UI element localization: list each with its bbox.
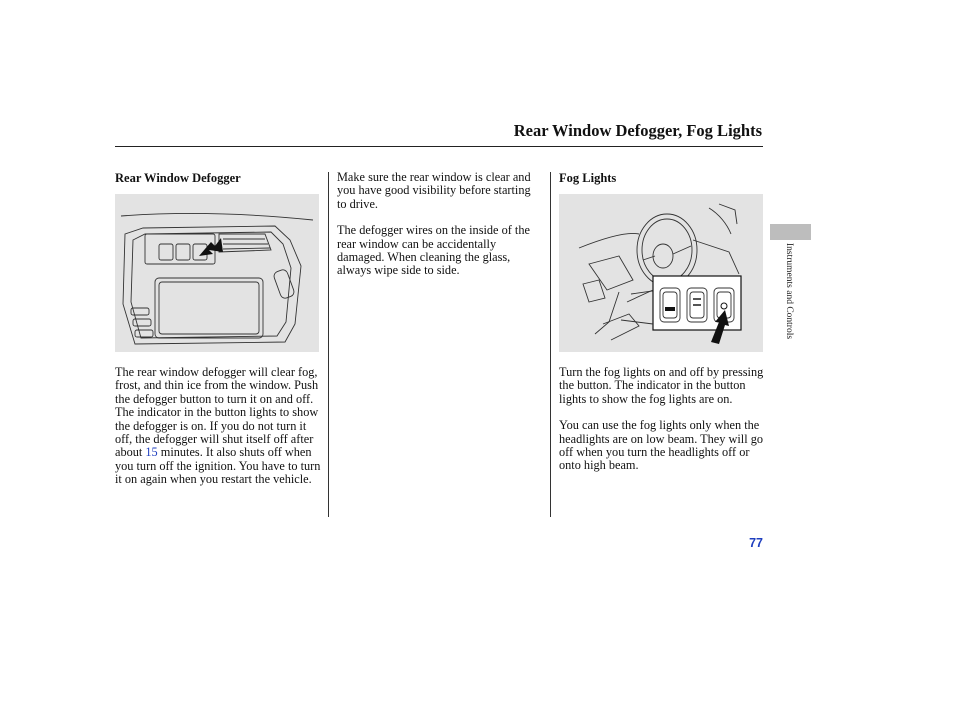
fog-lights-condition: You can use the fog lights only when the headlights are on low beam. They will go off when you turn the headlights off or onto high beam. (559, 418, 763, 473)
defogger-column (115, 171, 321, 487)
section-tab[interactable] (770, 224, 811, 240)
section-tab-label: Instruments and Controls (784, 243, 794, 340)
defogger-heading: Rear Window Defogger (115, 171, 241, 185)
fog-lights-heading: Fog Lights (559, 171, 617, 185)
minutes-link[interactable]: 15 (145, 445, 158, 460)
fog-lights-figure (559, 194, 763, 352)
fog-lights-column (559, 171, 765, 473)
fog-light-switch-illustration-icon (559, 194, 763, 352)
title-divider (115, 146, 763, 147)
defogger-figure (115, 194, 319, 352)
defogger-notes-column (337, 171, 542, 278)
defogger-description: The rear window defogger will clear fog, frost, and thin ice from the window. Push the defogger button to turn it on and off. The indicator in the button lights to show the defogger is on. If you do not turn it off, the defogger will shut itself off after about 15 minutes. It also shuts off when you turn off the ignition. You have to turn it on again when you restart the vehicle. (115, 365, 321, 487)
fog-lights-usage: Turn the fog lights on and off by pressing the button. The indicator in the button lights to show the fog lights are on. (559, 365, 764, 406)
column-divider-1 (328, 172, 329, 517)
wires-caution: The defogger wires on the inside of the rear window can be accidentally damaged. When cleaning the glass, always wipe side to side. (337, 223, 530, 278)
column-divider-2 (550, 172, 551, 517)
page-number: 77 (749, 536, 763, 550)
visibility-note: Make sure the rear window is clear and you have good visibility before starting to drive. (337, 170, 531, 211)
defogger-switch-illustration-icon (115, 194, 319, 352)
page-title: Rear Window Defogger, Fog Lights (513, 121, 762, 140)
